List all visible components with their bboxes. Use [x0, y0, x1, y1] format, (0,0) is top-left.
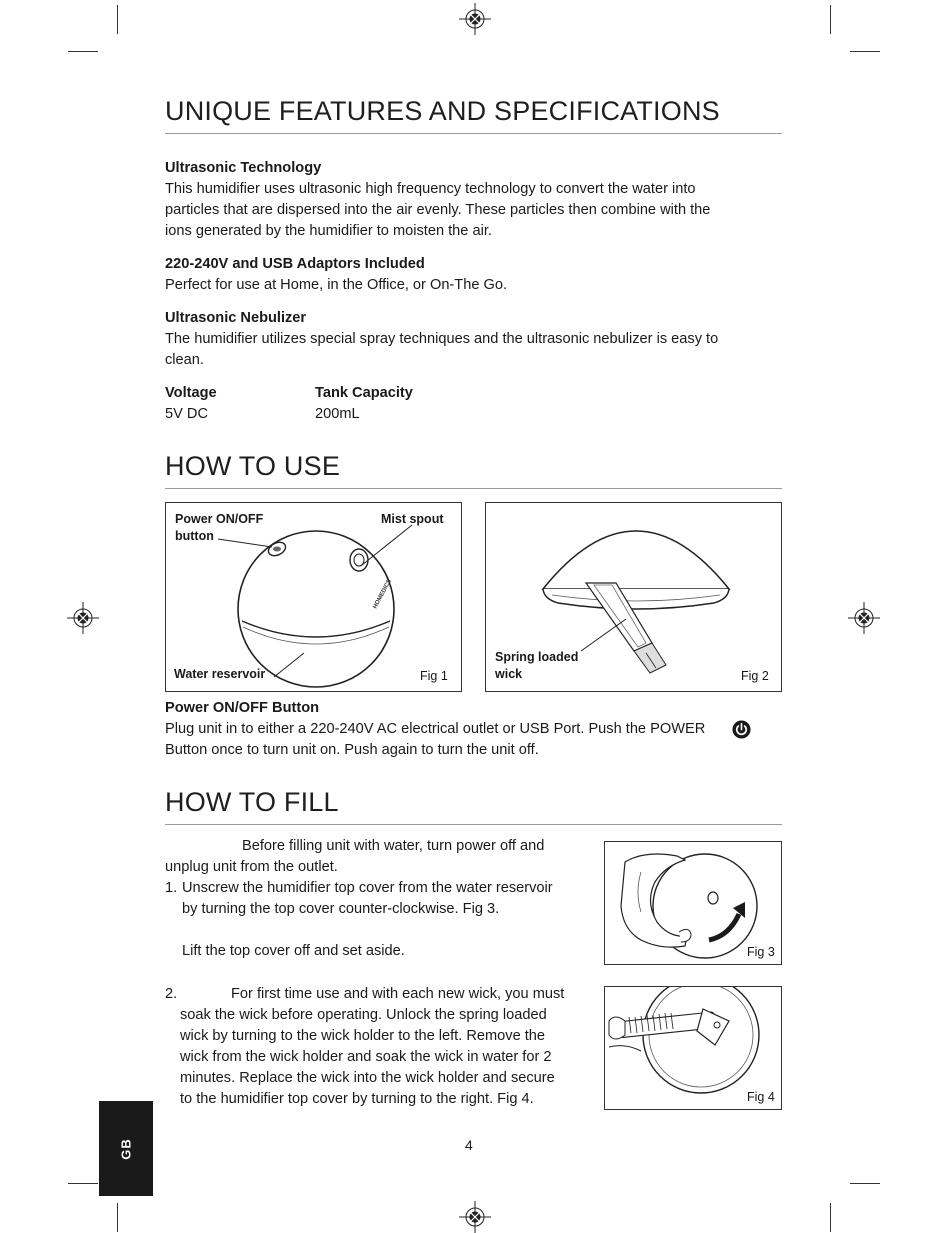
feature-text: The humidifier utilizes special spray techniques and the ultrasonic nebulizer is easy to — [165, 331, 719, 347]
figure-1 — [165, 502, 462, 692]
language-tab-label: GB — [118, 1137, 134, 1160]
spec-title: Voltage — [165, 385, 217, 401]
page-number: 4 — [465, 1137, 473, 1153]
feature-text: particles that are dispersed into the air evenly. These particles then combine with the — [165, 202, 711, 218]
figure-2 — [485, 502, 782, 692]
spec-value: 5V DC — [165, 406, 208, 422]
step-text: by turning the top cover counter-clockwise. Fig 3. — [182, 901, 500, 917]
power-button-label — [175, 511, 263, 545]
registration-mark-icon — [848, 602, 880, 634]
figure-number: Fig 2 — [741, 669, 769, 683]
figure-number: Fig 3 — [747, 945, 775, 959]
how-to-fill-heading: HOW TO FILL — [165, 787, 782, 825]
label-line: Power ON/OFF — [175, 512, 264, 526]
fill-intro-line: Before filling unit with water, turn power off and — [242, 838, 545, 854]
step-text: For first time use and with each new wick, you must — [231, 986, 565, 1002]
how-to-use-heading: HOW TO USE — [165, 451, 782, 489]
step-text: wick from the wick holder and soak the wick in water for 2 — [180, 1049, 552, 1065]
feature-ultrasonic-technology — [165, 158, 782, 242]
registration-mark-icon — [67, 602, 99, 634]
crop-mark — [830, 5, 831, 34]
crop-mark — [117, 1203, 118, 1232]
label-line: Spring loaded — [495, 650, 579, 664]
spring-wick-label — [495, 649, 578, 683]
label-line: wick — [495, 667, 523, 681]
features-heading: UNIQUE FEATURES AND SPECIFICATIONS — [165, 96, 782, 134]
figure-4 — [604, 986, 782, 1110]
spec-value: 200mL — [315, 406, 360, 422]
power-icon — [732, 720, 751, 739]
feature-title: 220-240V and USB Adaptors Included — [165, 256, 425, 272]
crop-mark — [68, 1183, 98, 1184]
figure-number: Fig 4 — [747, 1090, 775, 1104]
power-section-title: Power ON/OFF Button — [165, 700, 320, 716]
language-tab — [99, 1101, 153, 1196]
label-line: button — [175, 529, 214, 543]
crop-mark — [117, 5, 118, 34]
step-number: 2. — [165, 986, 178, 1002]
step-number: 1. — [165, 880, 178, 896]
crop-mark — [850, 51, 880, 52]
feature-text: ions generated by the humidifier to moisten the air. — [165, 223, 492, 239]
step-text: wick by turning to the wick holder to the left. Remove the — [180, 1028, 546, 1044]
crop-mark — [850, 1183, 880, 1184]
feature-title: Ultrasonic Technology — [165, 160, 322, 176]
spec-title: Tank Capacity — [315, 385, 413, 401]
mist-spout-label: Mist spout — [381, 512, 444, 526]
feature-adaptors — [165, 254, 782, 296]
step-text: Unscrew the humidifier top cover from the water reservoir — [182, 880, 553, 896]
crop-mark — [68, 51, 98, 52]
spec-tank-capacity — [315, 383, 413, 425]
step-text: soak the wick before operating. Unlock the spring loaded — [180, 1007, 547, 1023]
figure-3 — [604, 841, 782, 965]
power-section-line: Plug unit in to either a 220-240V AC electrical outlet or USB Port. Push the POWER — [165, 721, 706, 737]
step-text: Lift the top cover off and set aside. — [182, 943, 405, 959]
power-section-line: Button once to turn unit on. Push again to turn the unit off. — [165, 742, 539, 758]
water-reservoir-label: Water reservoir — [174, 667, 266, 681]
feature-nebulizer — [165, 308, 782, 371]
fill-intro-line: unplug unit from the outlet. — [165, 859, 338, 875]
registration-mark-icon — [459, 3, 491, 35]
brand-mark: HOMEDICS — [372, 578, 393, 610]
spec-voltage — [165, 383, 217, 425]
registration-mark-icon — [459, 1201, 491, 1233]
step-text: minutes. Replace the wick into the wick holder and secure — [180, 1070, 555, 1086]
step-text: to the humidifier top cover by turning to the right. Fig 4. — [180, 1091, 534, 1107]
feature-title: Ultrasonic Nebulizer — [165, 310, 307, 326]
feature-text: This humidifier uses ultrasonic high frequency technology to convert the water into — [165, 181, 696, 197]
feature-text: Perfect for use at Home, in the Office, or On-The Go. — [165, 277, 508, 293]
crop-mark — [830, 1203, 831, 1232]
figure-number: Fig 1 — [420, 669, 448, 683]
feature-text: clean. — [165, 352, 204, 368]
